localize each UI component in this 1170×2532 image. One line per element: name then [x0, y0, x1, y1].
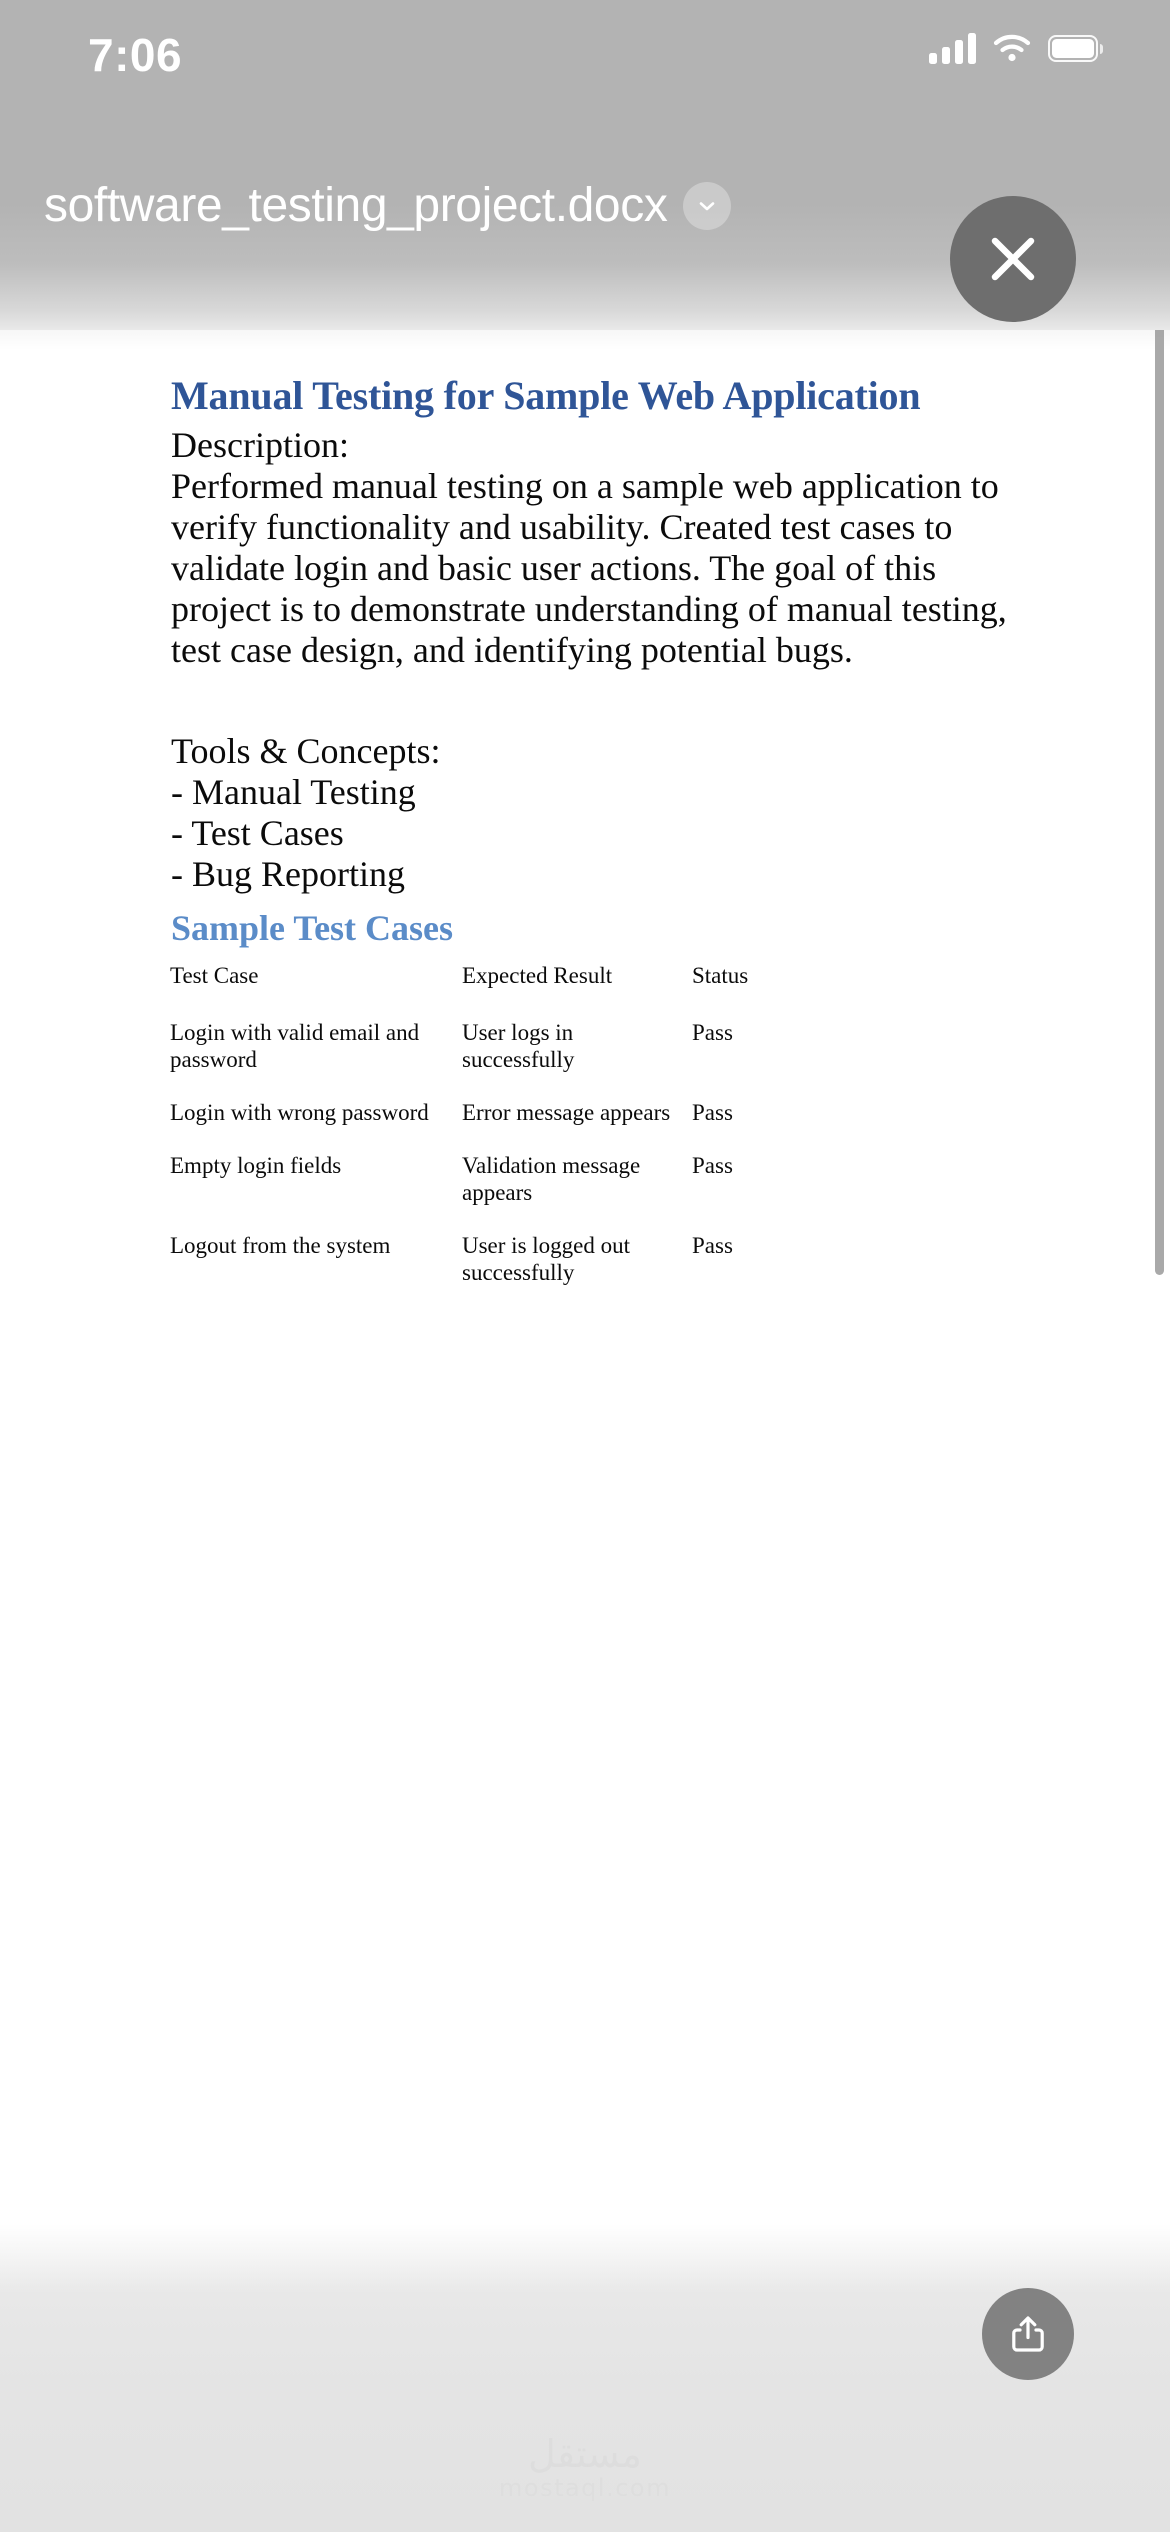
table-row [170, 1019, 810, 1099]
document-heading: Manual Testing for Sample Web Application [171, 373, 921, 418]
tools-label: Tools & Concepts: [171, 731, 441, 772]
document-body [171, 372, 1011, 1312]
table-cell-status: Pass [692, 1020, 733, 1046]
status-bar-clock: 7:06 [88, 29, 183, 81]
tools-item-manual-testing: - Manual Testing [171, 772, 416, 813]
table-cell-expected-result: Validation message appears [462, 1153, 641, 1206]
status-bar-indicators [929, 32, 1102, 64]
tools-item-test-cases: - Test Cases [171, 813, 344, 854]
battery-icon [1048, 35, 1102, 62]
document-scroll-area[interactable] [0, 155, 1170, 2395]
close-icon [982, 228, 1044, 290]
table-cell-test-case: Logout from the system [170, 1233, 391, 1259]
signal-bars-icon [929, 32, 976, 64]
table-cell-status: Pass [692, 1153, 733, 1179]
table-cell-test-case: Login with wrong password [170, 1100, 429, 1126]
share-icon [1004, 2310, 1052, 2358]
status-bar [0, 0, 1170, 128]
share-button[interactable] [982, 2288, 1074, 2380]
table-header-test-case: Test Case [170, 963, 259, 989]
table-header-expected-result: Expected Result [462, 963, 613, 989]
table-header-row [170, 962, 810, 1019]
table-header-status: Status [692, 963, 749, 989]
sample-test-cases-heading: Sample Test Cases [171, 908, 454, 949]
table-cell-status: Pass [692, 1100, 733, 1126]
table-cell-test-case: Login with valid email and password [170, 1020, 420, 1073]
table-cell-expected-result: Error message appears [462, 1100, 671, 1126]
close-button[interactable] [950, 196, 1076, 322]
watermark-arabic-text: مستقل [528, 2432, 642, 2476]
wifi-icon [992, 32, 1032, 64]
table-cell-expected-result: User logs in successfully [462, 1020, 575, 1073]
test-cases-table [170, 962, 810, 1312]
table-cell-expected-result: User is logged out successfully [462, 1233, 631, 1286]
watermark [0, 2434, 1170, 2502]
table-row [170, 1152, 810, 1232]
table-cell-test-case: Empty login fields [170, 1153, 342, 1179]
chevron-down-icon[interactable] [683, 182, 731, 230]
watermark-latin-text: mostaql.com [499, 2474, 671, 2502]
description-paragraph: Performed manual testing on a sample web application to verify functionality and usability. Created test cases to validate login and basic user actions. The goal of this project is to demonstrate understanding of manual testing, test case design, and identifying potential bugs. [171, 466, 1007, 671]
description-label: Description: [171, 425, 349, 466]
section-spacer [171, 671, 1011, 731]
vertical-scrollbar[interactable] [1155, 310, 1164, 1275]
table-cell-status: Pass [692, 1233, 733, 1259]
table-row [170, 1232, 810, 1312]
table-row [170, 1099, 810, 1152]
document-title-row[interactable] [44, 178, 731, 233]
document-file-name: software_testing_project.docx [44, 179, 668, 232]
tools-item-bug-reporting: - Bug Reporting [171, 854, 405, 895]
